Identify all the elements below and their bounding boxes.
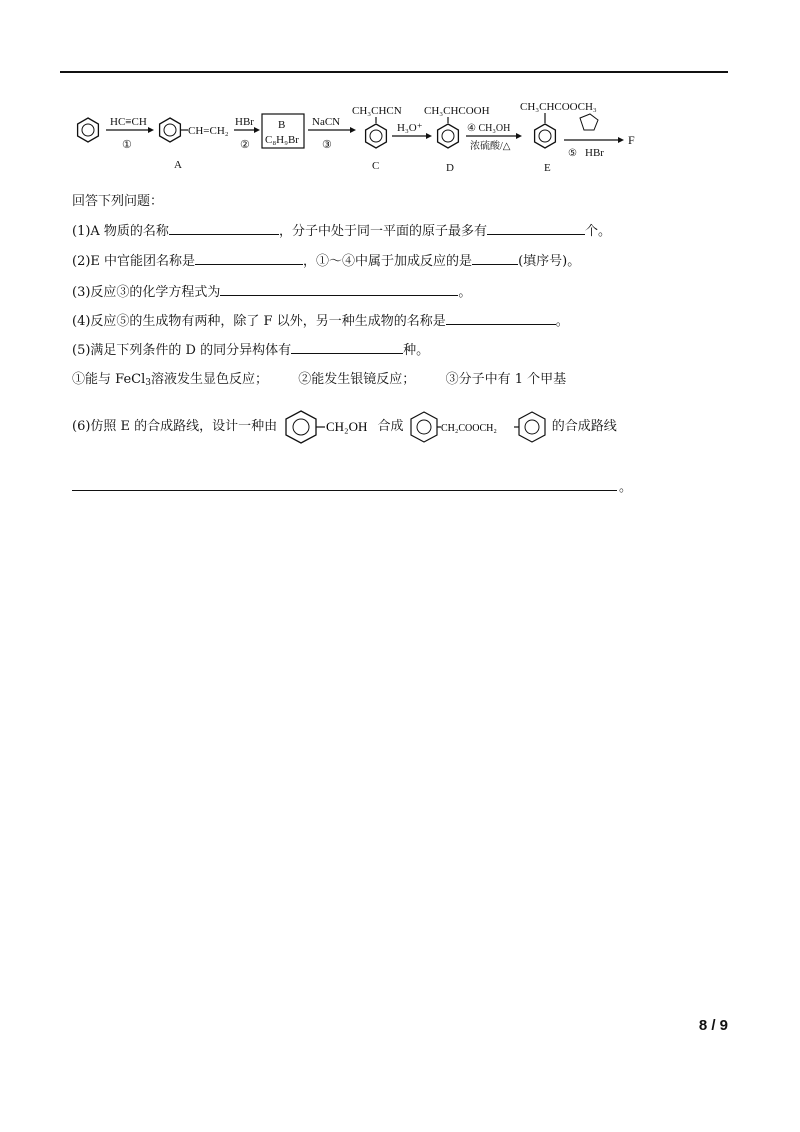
- c-ring: [366, 124, 387, 148]
- q2-part-c: (填序号)。: [518, 254, 581, 269]
- q2-blank-2[interactable]: [472, 252, 518, 265]
- q4-blank[interactable]: [446, 312, 556, 325]
- q3-part-a: (3)反应③的化学方程式为: [72, 285, 221, 300]
- reagent-5-bottom: 浓硫酸/△: [470, 141, 511, 152]
- start-group-label: CH₂OH: [326, 418, 368, 434]
- label-c: C: [372, 160, 380, 172]
- q6-end: 。: [619, 480, 633, 495]
- label-d: D: [446, 162, 454, 174]
- step-5: ⑤: [568, 148, 577, 159]
- reagent-1: HC≡CH: [110, 116, 147, 128]
- header-rule: [60, 71, 728, 73]
- conditions-list: [72, 371, 566, 392]
- step-2: ②: [240, 139, 250, 151]
- reagent-5-top: ④ CH₃OH: [467, 123, 511, 134]
- q1-part-b: ，分子中处于同一平面的原子最多有: [278, 224, 487, 239]
- q4-part-b: 。: [555, 314, 569, 329]
- condition-3: ③分子中有 1 个甲基: [445, 372, 567, 387]
- question-5: [72, 341, 429, 360]
- box-b-label: B: [278, 119, 286, 131]
- q5-blank[interactable]: [291, 341, 403, 354]
- q2-part-b: ，①～④中属于加成反应的是: [303, 254, 473, 269]
- q3-blank[interactable]: [220, 283, 458, 296]
- c-substituent: CH₃CHCN: [352, 105, 402, 117]
- step-1: ①: [122, 139, 132, 151]
- step-3: ③: [322, 139, 332, 151]
- d-ring: [438, 124, 459, 148]
- page-number: 8 / 9: [698, 1017, 728, 1034]
- reaction-scheme: [70, 92, 670, 182]
- q5-part-a: (5)满足下列条件的 D 的同分异构体有: [72, 343, 292, 358]
- q6-part-a: (6)仿照 E 的合成路线，设计一种由: [72, 419, 278, 434]
- reagent-2: HBr: [235, 116, 254, 128]
- q1-blank-1[interactable]: [169, 222, 279, 235]
- q1-blank-2[interactable]: [487, 222, 585, 235]
- question-6: [72, 405, 617, 449]
- question-4: [72, 312, 569, 331]
- target-group-label: CH₂COOCH₂: [440, 422, 497, 434]
- label-e: E: [544, 162, 551, 174]
- e-substituent: CH₃CHCOOCH₃: [520, 101, 597, 113]
- q4-part-a: (4)反应⑤的生成物有两种，除了 F 以外，另一种生成物的名称是: [72, 314, 446, 329]
- styrene-ring: [160, 118, 181, 142]
- q3-part-b: 。: [458, 285, 472, 300]
- question-1: [72, 222, 611, 241]
- reagent-4: H₃O⁺: [397, 122, 423, 134]
- q6-part-c: 的合成路线: [551, 419, 617, 434]
- box-b-formula: C₈H₉Br: [265, 134, 299, 146]
- q2-part-a: (2)E 中官能团名称是: [72, 254, 196, 269]
- e-ring: [535, 124, 556, 148]
- q1-part-a: (1)A 物质的名称: [72, 224, 169, 239]
- benzyl-alcohol-structure: [281, 407, 373, 447]
- a-substituent: CH=CH₂: [188, 125, 229, 137]
- q5-part-b: 种。: [403, 343, 430, 358]
- intro-text: 回答下列问题：: [72, 194, 164, 209]
- d-substituent: CH₃CHCOOH: [424, 105, 490, 117]
- label-f: F: [628, 133, 635, 147]
- condition-2: ②能发生银镜反应；: [298, 372, 416, 387]
- question-3: [72, 283, 471, 302]
- target-ester-structure: [408, 407, 548, 447]
- e-ring-fragment: [580, 114, 598, 130]
- benzene-structure: [78, 118, 99, 142]
- q1-part-c: 个。: [584, 224, 611, 239]
- q2-blank-1[interactable]: [195, 252, 303, 265]
- reagent-3: NaCN: [312, 116, 341, 128]
- q6-answer-line[interactable]: [72, 490, 617, 491]
- condition-1: ①能与 FeCl$_3$溶液发生显色反应；: [72, 372, 268, 388]
- q6-part-b: 合成: [377, 419, 404, 434]
- label-a: A: [174, 159, 182, 171]
- reagent-6: HBr: [585, 147, 604, 159]
- question-2: [72, 252, 580, 271]
